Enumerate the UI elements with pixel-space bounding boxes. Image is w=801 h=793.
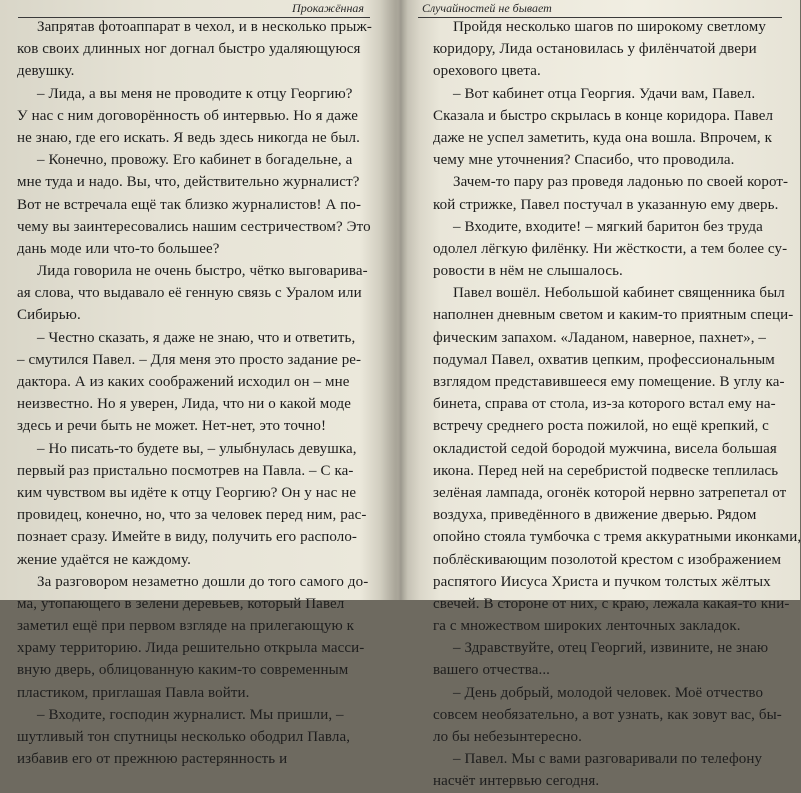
text-line: – Но писать-то будете вы, – улыбнулась девушка,	[37, 440, 357, 457]
text-line: ким чувством вы идёте к отцу Георгию? Он у нас не	[17, 484, 357, 501]
text-line: здесь и речи быть не может. Нет-нет, это точно!	[17, 418, 327, 435]
text-line: девушку.	[17, 63, 75, 80]
text-line: – Честно сказать, я даже не знаю, что и ответить,	[37, 329, 356, 346]
text-line: – День добрый, молодой человек. Моё отчество	[453, 684, 764, 701]
left-page	[0, 0, 392, 768]
text-line: – Павел. Мы с вами разговаривали по телефону	[453, 751, 763, 768]
text-line: познает сразу. Имейте в виду, получить его располо-	[17, 529, 358, 546]
left-running-head: Прокажённая	[292, 1, 364, 15]
text-line: поблёскивающим позолотой крестом с изображением	[433, 551, 782, 568]
text-line: подумал Павел, охватив цепким, профессиональным	[433, 351, 775, 368]
text-line: вашего отчества...	[433, 662, 551, 679]
text-line: У нас с ним договорённость об интервью. Но я даже	[17, 107, 358, 124]
text-line: неизвестно. Но я уверен, Лида, что ни о какой моде	[17, 396, 352, 413]
text-line: ков своих длинных ног догнал быстро удаляющуюся	[17, 41, 361, 58]
text-line: Павел вошёл. Небольшой кабинет священника был	[453, 285, 785, 302]
text-line: – Входите, входите! – мягкий баритон без труда	[453, 218, 763, 235]
text-line: коридору, Лида остановилась у филёнчатой двери	[433, 41, 757, 58]
text-line: Лида говорила не очень быстро, чётко выговарива-	[37, 263, 368, 280]
text-line: Зачем-то пару раз проведя ладонью по своей корот-	[453, 174, 789, 191]
text-line: ло бы небезынтересно.	[433, 729, 582, 745]
text-line: – Здравствуйте, отец Георгий, извините, не знаю	[453, 640, 769, 657]
text-line: ая слова, что выдавало её генную связь с Уралом или	[17, 285, 362, 302]
text-line: дактора. А из каких соображений исходил он – мне	[17, 374, 350, 390]
text-line: пластиком, приглашая Павла войти.	[17, 684, 250, 701]
right-page	[400, 0, 801, 790]
text-line: даже не успел заметить, куда она вошла. Впрочем, к	[433, 129, 772, 146]
text-line: Сибирью.	[17, 307, 81, 324]
text-line: храму территорию. Лида решительно открыла масси-	[17, 640, 365, 657]
text-line: заметил ещё при первом взгляде на прилегающую к	[17, 618, 355, 635]
text-line: ма, утопающего в зелени деревьев, который Павел	[17, 595, 345, 612]
text-line: Вот не встречала ещё так близко журналистов! А по-	[17, 196, 362, 213]
right-running-head: Случайностей не бывает	[422, 1, 552, 15]
text-line: фическим запахом. «Ладаном, наверное, пахнет», –	[433, 329, 767, 346]
text-line: жение удаётся не каждому.	[17, 551, 191, 568]
text-line: свечей. В стороне от них, с краю, лежала какая-то кни-	[433, 595, 790, 612]
text-line: зелёная лампада, огонёк которой нервно затрепетал от	[433, 484, 787, 501]
text-line: За разговором незаметно дошли до того самого до-	[37, 573, 369, 590]
text-line: не знаю, где его искать. Я ведь здесь никогда не был.	[17, 129, 360, 146]
text-line: га с множеством широких ленточных закладок.	[433, 618, 741, 635]
text-line: Запрятав фотоаппарат в чехол, и в несколько прыж-	[37, 19, 372, 35]
text-line: чему вы заинтересовались нашим сестричеством? Это	[17, 218, 371, 235]
text-line: окладистой седой бородой мужчина, висела большая	[433, 440, 777, 457]
text-line: первый раз пристально посмотрев на Павла. – С ка-	[17, 462, 354, 479]
text-line: – Лида, а вы меня не проводите к отцу Георгию?	[37, 85, 353, 102]
text-line: орехового цвета.	[433, 63, 541, 80]
right-page-text	[433, 16, 801, 793]
text-line: опойно стояла тумбочка с тремя аккуратными иконками,	[433, 529, 801, 546]
text-line: кой стрижке, Павел постучал в указанную ему дверь.	[433, 196, 779, 213]
text-line: ровости в нём не слышалось.	[433, 263, 623, 280]
text-line: дань моде или что-то большее?	[17, 240, 220, 257]
text-line: избавив его от прежнюю растерянность и	[17, 751, 288, 768]
text-line: совсем необязательно, а вот узнать, как зовут вас, бы-	[433, 706, 782, 723]
text-line: мне туда и надо. Вы, что, действительно журналист?	[17, 174, 360, 191]
text-line: Сказала и быстро скрылась в конце коридора. Павел	[433, 107, 774, 124]
text-line: икона. Перед ней на серебристой подвеске теплилась	[433, 462, 779, 479]
text-line: – Конечно, провожу. Его кабинет в богадельне, а	[37, 152, 353, 169]
text-line: – Вот кабинет отца Георгия. Удачи вам, Павел.	[453, 85, 756, 102]
text-line: бинета, справа от стола, из-за которого встал ему на-	[433, 396, 776, 413]
text-line: наполнен дневным светом и каким-то приятным специ-	[433, 307, 794, 324]
text-line: воздуха, приведённого в движение дверью. Рядом	[433, 507, 757, 524]
text-line: шутливый тон спутницы несколько ободрил Павла,	[17, 729, 351, 745]
text-line: одолел лёгкую филёнку. Ни жёсткости, а тем более су-	[433, 240, 788, 257]
text-line: – смутился Павел. – Для меня это просто задание ре-	[17, 351, 362, 368]
text-line: насчёт интервью сегодня.	[433, 773, 600, 790]
text-line: – Входите, господин журналист. Мы пришли, –	[37, 706, 344, 723]
text-line: вную дверь, облицованную каким-то современным	[17, 662, 349, 679]
text-line: Пройдя несколько шагов по широкому светлому	[453, 19, 766, 35]
text-line: распятого Иисуса Христа и пучком толстых жёлтых	[433, 573, 771, 590]
left-page-text	[17, 16, 372, 770]
text-line: провидец, конечно, но, что за человек перед ним, рас-	[17, 507, 367, 524]
text-line: чему мне уточнения? Спасибо, что проводила.	[433, 152, 735, 169]
text-line: встречу среднего роста пожилой, но ещё крепкий, с	[433, 418, 769, 435]
text-line: взглядом представившееся ему помещение. В углу ка-	[433, 374, 785, 390]
